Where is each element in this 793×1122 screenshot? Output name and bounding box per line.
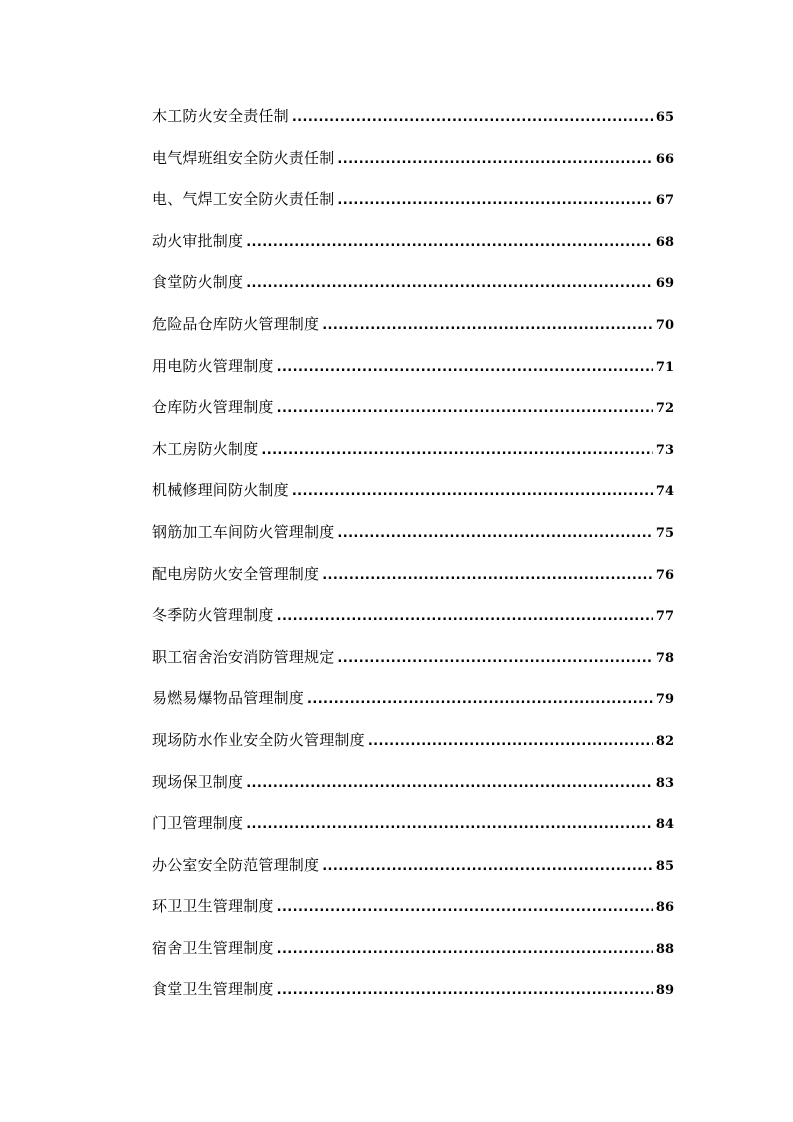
- toc-entry[interactable]: [152, 637, 674, 679]
- toc-entry[interactable]: [152, 304, 674, 346]
- toc-entry-page: 73: [655, 442, 674, 458]
- toc-entry[interactable]: [152, 969, 674, 1011]
- toc-entry-page: 89: [655, 983, 674, 999]
- toc-dot-leader: [277, 887, 653, 929]
- toc-entry-page: 65: [655, 110, 674, 125]
- toc-entry[interactable]: [152, 803, 674, 845]
- toc-entry-page: 66: [655, 151, 674, 167]
- table-of-contents: [152, 96, 674, 1011]
- toc-entry-page: 79: [655, 692, 674, 708]
- toc-entry-page: 83: [655, 775, 674, 791]
- toc-entry-title: 电、气焊工安全防火责任制: [152, 190, 335, 209]
- toc-entry-title: 钢筋加工车间防火管理制度: [152, 522, 335, 541]
- toc-entry-title: 配电房防火安全管理制度: [152, 564, 320, 583]
- toc-dot-leader: [246, 222, 653, 264]
- toc-entry[interactable]: [152, 179, 674, 221]
- toc-entry-title: 冬季防火管理制度: [152, 606, 274, 625]
- toc-entry[interactable]: [152, 928, 674, 970]
- toc-entry-page: 78: [655, 650, 674, 666]
- toc-entry-title: 职工宿舍治安消防管理规定: [152, 647, 335, 666]
- toc-entry[interactable]: [152, 262, 674, 304]
- toc-entry-page: 88: [655, 941, 674, 957]
- toc-entry-page: 82: [655, 733, 674, 749]
- toc-entry-page: 76: [655, 567, 674, 583]
- toc-entry[interactable]: [152, 221, 674, 263]
- toc-dot-leader: [277, 596, 653, 638]
- toc-entry[interactable]: [152, 595, 674, 637]
- toc-entry[interactable]: [152, 512, 674, 554]
- toc-dot-leader: [337, 638, 653, 680]
- toc-dot-leader: [261, 430, 653, 472]
- toc-entry-title: 机械修理间防火制度: [152, 481, 289, 500]
- toc-entry-page: 75: [655, 525, 674, 541]
- toc-dot-leader: [307, 679, 653, 721]
- toc-dot-leader: [322, 555, 653, 597]
- toc-entry-title: 木工房防火制度: [152, 439, 259, 458]
- toc-entry[interactable]: [152, 138, 674, 180]
- toc-entry-page: 70: [655, 317, 674, 333]
- toc-dot-leader: [368, 721, 653, 763]
- toc-dot-leader: [277, 929, 653, 971]
- toc-entry-page: 67: [655, 193, 674, 209]
- toc-entry-page: 68: [655, 234, 674, 250]
- toc-dot-leader: [292, 471, 653, 513]
- toc-entry-title: 现场保卫制度: [152, 772, 244, 791]
- toc-dot-leader: [277, 388, 653, 430]
- toc-entry[interactable]: [152, 387, 674, 429]
- toc-dot-leader: [337, 513, 653, 555]
- toc-entry-title: 用电防火管理制度: [152, 356, 274, 375]
- toc-dot-leader: [322, 305, 653, 347]
- toc-entry-page: 85: [655, 858, 674, 874]
- toc-entry[interactable]: [152, 886, 674, 928]
- toc-entry-title: 木工防火安全责任制: [152, 107, 289, 125]
- toc-entry[interactable]: [152, 678, 674, 720]
- toc-dot-leader: [277, 347, 653, 389]
- toc-entry-title: 现场防水作业安全防火管理制度: [152, 730, 365, 749]
- toc-entry-title: 办公室安全防范管理制度: [152, 855, 320, 874]
- toc-entry-title: 食堂卫生管理制度: [152, 980, 274, 999]
- toc-entry-page: 69: [655, 276, 674, 292]
- toc-entry-title: 环卫卫生管理制度: [152, 897, 274, 916]
- toc-entry-title: 宿舍卫生管理制度: [152, 938, 274, 957]
- toc-dot-leader: [246, 804, 653, 846]
- toc-dot-leader: [337, 180, 653, 222]
- toc-entry-page: 86: [655, 900, 674, 916]
- toc-entry-title: 危险品仓库防火管理制度: [152, 314, 320, 333]
- toc-entry-title: 仓库防火管理制度: [152, 398, 274, 417]
- toc-entry-title: 动火审批制度: [152, 231, 244, 250]
- toc-dot-leader: [246, 263, 653, 305]
- toc-dot-leader: [246, 763, 653, 805]
- toc-entry-page: 71: [655, 359, 674, 375]
- toc-entry[interactable]: [152, 470, 674, 512]
- toc-entry-title: 食堂防火制度: [152, 273, 244, 292]
- toc-entry-page: 77: [655, 609, 674, 625]
- toc-entry-title: 门卫管理制度: [152, 814, 244, 833]
- toc-entry-page: 72: [655, 401, 674, 417]
- toc-dot-leader: [277, 970, 653, 1012]
- toc-dot-leader: [322, 846, 653, 888]
- toc-entry[interactable]: [152, 845, 674, 887]
- toc-entry-page: 74: [655, 484, 674, 500]
- toc-entry[interactable]: [152, 96, 674, 138]
- toc-entry[interactable]: [152, 554, 674, 596]
- toc-entry-page: 84: [655, 817, 674, 833]
- toc-entry-title: 易燃易爆物品管理制度: [152, 689, 305, 708]
- toc-entry[interactable]: [152, 429, 674, 471]
- toc-entry[interactable]: [152, 762, 674, 804]
- toc-entry[interactable]: [152, 346, 674, 388]
- toc-dot-leader: [337, 139, 653, 181]
- toc-dot-leader: [292, 97, 653, 139]
- toc-entry-title: 电气焊班组安全防火责任制: [152, 148, 335, 167]
- toc-entry[interactable]: [152, 720, 674, 762]
